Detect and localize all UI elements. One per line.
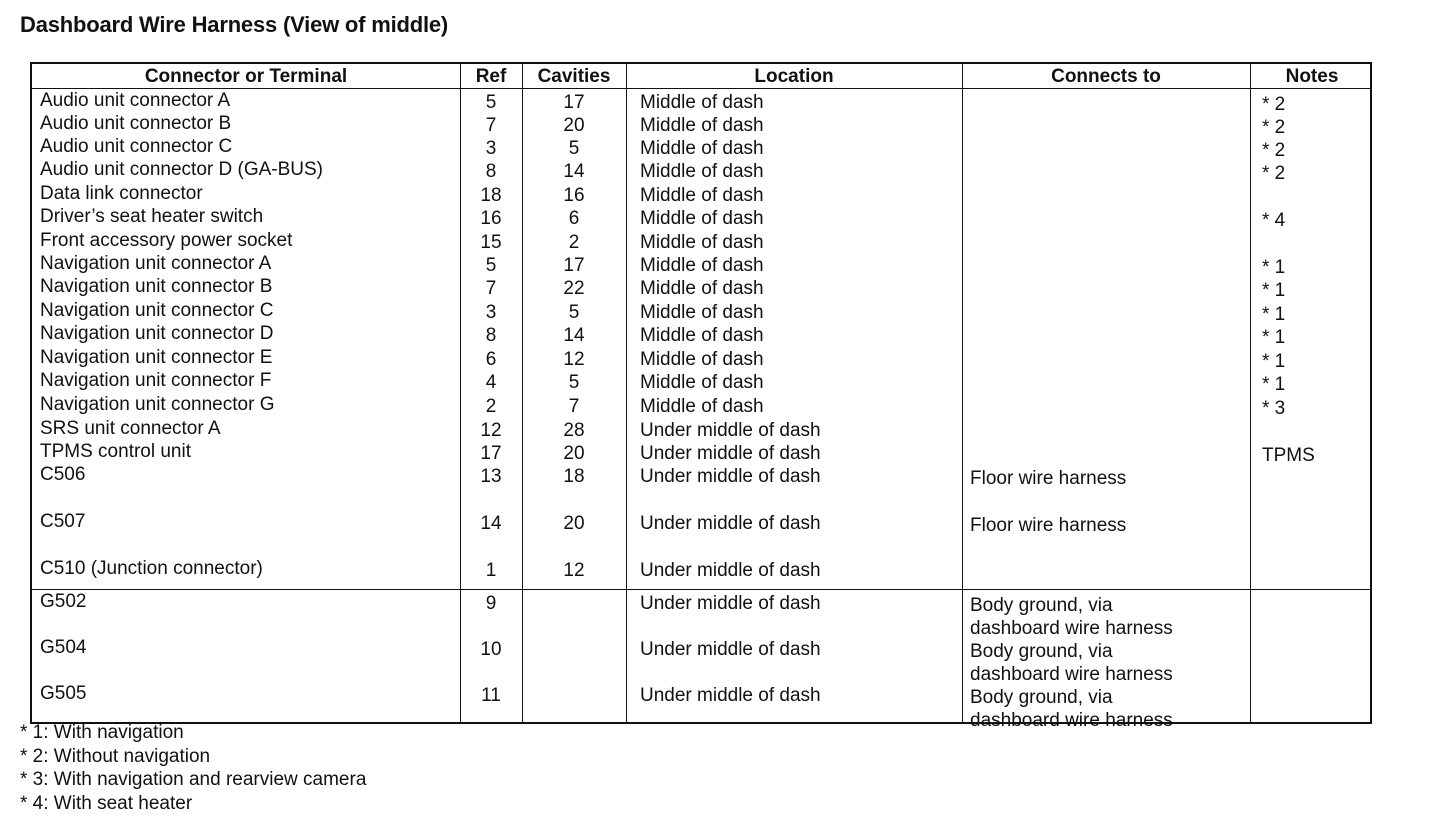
cell-cavities: 6 — [568, 208, 580, 229]
cell-location: Under middle of dash — [640, 593, 821, 614]
cell-cavities: 22 — [563, 278, 585, 299]
cell-location: Middle of dash — [640, 325, 764, 346]
cell-connector: G502 — [40, 591, 87, 612]
section-divider — [32, 589, 1370, 590]
cell-location: Middle of dash — [640, 138, 764, 159]
cell-cavities: 5 — [568, 138, 580, 159]
cell-cavities: 20 — [563, 115, 585, 136]
cell-location: Middle of dash — [640, 208, 764, 229]
cell-connector: SRS unit connector A — [40, 418, 221, 439]
cell-notes: * 1 — [1262, 280, 1286, 301]
footnote: * 3: With navigation and rearview camera — [20, 769, 367, 790]
header-divider — [32, 88, 1370, 89]
cell-connector: Audio unit connector B — [40, 113, 232, 134]
cell-connector: Navigation unit connector G — [40, 394, 275, 415]
cell-ref: 3 — [485, 138, 497, 159]
cell-ref: 4 — [485, 372, 497, 393]
cell-connector: Navigation unit connector D — [40, 323, 274, 344]
cell-notes: * 3 — [1262, 398, 1286, 419]
cell-connector: Navigation unit connector C — [40, 300, 274, 321]
cell-connector: Navigation unit connector A — [40, 253, 272, 274]
cell-ref: 9 — [485, 593, 497, 614]
cell-ref: 10 — [480, 639, 502, 660]
cell-connects-to: Floor wire harness — [970, 515, 1127, 536]
cell-ref: 5 — [485, 255, 497, 276]
cell-cavities: 17 — [563, 92, 585, 113]
cell-notes: * 1 — [1262, 257, 1286, 278]
cell-location: Middle of dash — [640, 232, 764, 253]
footnote: * 4: With seat heater — [20, 792, 193, 814]
cell-notes: TPMS — [1262, 445, 1315, 466]
cell-ref: 15 — [480, 232, 502, 253]
cell-cavities: 14 — [563, 161, 585, 182]
cell-connects-to: Floor wire harness — [970, 468, 1127, 489]
header-connects-to: Connects to — [1051, 66, 1161, 87]
cell-location: Under middle of dash — [640, 513, 821, 534]
header-connector: Connector or Terminal — [144, 66, 348, 87]
cell-location: Middle of dash — [640, 372, 764, 393]
cell-connector: Navigation unit connector B — [40, 276, 273, 297]
cell-ref: 6 — [485, 349, 497, 370]
cell-cavities: 2 — [568, 232, 580, 253]
cell-connects-to: Body ground, via — [970, 641, 1113, 662]
cell-cavities: 5 — [568, 302, 580, 323]
cell-ref: 16 — [480, 208, 502, 229]
cell-cavities: 20 — [563, 513, 585, 534]
footnote: * 2: Without navigation — [20, 745, 211, 767]
cell-cavities: 17 — [563, 255, 585, 276]
cell-ref: 5 — [485, 92, 497, 113]
cell-location: Under middle of dash — [640, 443, 821, 464]
cell-notes: * 1 — [1262, 351, 1286, 372]
cell-cavities: 5 — [568, 372, 580, 393]
column-divider — [1250, 64, 1251, 722]
cell-cavities: 16 — [563, 185, 585, 206]
cell-location: Middle of dash — [640, 185, 764, 206]
cell-cavities: 14 — [563, 325, 585, 346]
cell-location: Under middle of dash — [640, 420, 821, 441]
cell-connector: G505 — [40, 683, 87, 704]
cell-connector: Driver’s seat heater switch — [40, 206, 264, 227]
cell-connector: C507 — [40, 511, 86, 532]
header-cavities: Cavities — [537, 66, 611, 87]
cell-connects-to-line2: dashboard wire harness — [970, 618, 1173, 639]
cell-connector: Audio unit connector D (GA-BUS) — [40, 159, 324, 180]
column-divider — [962, 64, 963, 722]
cell-ref: 7 — [485, 115, 497, 136]
cell-connector: Front accessory power socket — [40, 230, 293, 251]
cell-location: Under middle of dash — [640, 466, 821, 487]
cell-connector: C506 — [40, 464, 86, 485]
cell-ref: 14 — [480, 513, 502, 534]
cell-connector: Data link connector — [40, 183, 203, 204]
cell-location: Middle of dash — [640, 255, 764, 276]
cell-cavities: 12 — [563, 560, 585, 581]
cell-ref: 2 — [485, 396, 497, 417]
cell-connector: TPMS control unit — [40, 441, 191, 462]
cell-location: Middle of dash — [640, 349, 764, 370]
cell-connects-to-line2: dashboard wire harness — [970, 710, 1173, 731]
cell-location: Middle of dash — [640, 115, 764, 136]
header-ref: Ref — [475, 66, 507, 87]
cell-cavities: 28 — [563, 420, 585, 441]
header-location: Location — [754, 66, 834, 87]
cell-notes: * 2 — [1262, 140, 1286, 161]
cell-connects-to: Body ground, via — [970, 687, 1113, 708]
cell-cavities: 18 — [563, 466, 585, 487]
cell-cavities: 7 — [568, 396, 580, 417]
cell-connector: C510 (Junction connector) — [40, 558, 263, 579]
cell-notes: * 1 — [1262, 327, 1286, 348]
cell-ref: 13 — [480, 466, 502, 487]
cell-notes: * 2 — [1262, 94, 1286, 115]
cell-notes: * 2 — [1262, 163, 1286, 184]
cell-notes: * 2 — [1262, 117, 1286, 138]
cell-ref: 17 — [480, 443, 502, 464]
cell-ref: 8 — [485, 161, 497, 182]
cell-location: Middle of dash — [640, 92, 764, 113]
cell-location: Middle of dash — [640, 302, 764, 323]
cell-ref: 8 — [485, 325, 497, 346]
cell-notes: * 1 — [1262, 304, 1286, 325]
cell-connects-to: Body ground, via — [970, 595, 1113, 616]
footnote: * 1: With navigation — [20, 722, 184, 743]
cell-location: Middle of dash — [640, 396, 764, 417]
cell-connector: Audio unit connector C — [40, 136, 233, 157]
cell-connects-to-line2: dashboard wire harness — [970, 664, 1173, 685]
cell-ref: 1 — [485, 560, 497, 581]
cell-ref: 18 — [480, 185, 502, 206]
cell-location: Under middle of dash — [640, 639, 821, 660]
cell-cavities: 20 — [563, 443, 585, 464]
cell-connector: G504 — [40, 637, 87, 658]
cell-location: Under middle of dash — [640, 560, 821, 581]
page-title: Dashboard Wire Harness (View of middle) — [20, 12, 449, 37]
cell-notes: * 4 — [1262, 210, 1286, 231]
column-divider — [626, 64, 627, 722]
cell-connector: Navigation unit connector F — [40, 370, 272, 391]
header-notes: Notes — [1285, 66, 1339, 87]
cell-connector: Audio unit connector A — [40, 90, 231, 111]
harness-table — [30, 62, 1372, 731]
cell-location: Middle of dash — [640, 278, 764, 299]
cell-ref: 7 — [485, 278, 497, 299]
cell-ref: 12 — [480, 420, 502, 441]
cell-location: Under middle of dash — [640, 685, 821, 706]
cell-connector: Navigation unit connector E — [40, 347, 273, 368]
cell-cavities: 12 — [563, 349, 585, 370]
cell-ref: 11 — [481, 685, 501, 706]
cell-location: Middle of dash — [640, 161, 764, 182]
cell-ref: 3 — [485, 302, 497, 323]
cell-notes: * 1 — [1262, 374, 1286, 395]
